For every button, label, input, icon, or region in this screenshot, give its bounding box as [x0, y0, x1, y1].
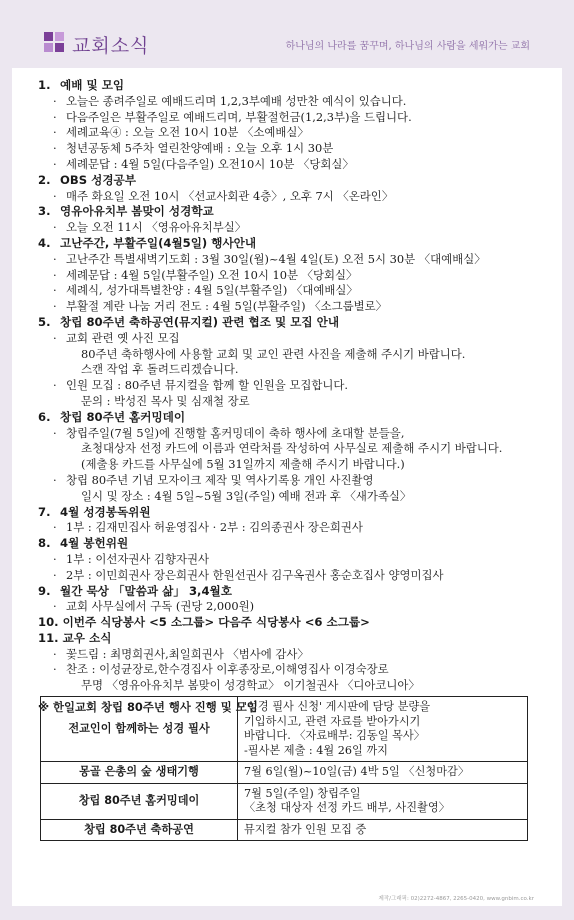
- event-name: 몽골 은총의 숲 생태기행: [41, 762, 238, 784]
- list-item: [38, 299, 548, 315]
- section-heading: [38, 505, 548, 521]
- section-heading: [38, 236, 548, 252]
- list-item: [38, 568, 548, 584]
- event-detail-line: 뮤지컬 참가 인원 모집 중: [244, 822, 367, 836]
- printer-credit: 제작/그래픽: 02)2272-4867, 2265-0420, www.gnbim.co.kr: [378, 896, 534, 902]
- section-number: 6.: [38, 409, 51, 424]
- logo-square: [44, 32, 53, 41]
- section-title: 4월 봉헌위원: [60, 536, 129, 551]
- event-detail-line: 기입하시고, 관련 자료를 받아가시기: [244, 714, 421, 728]
- bullet-icon: ·: [53, 283, 57, 298]
- bullet-icon: ·: [53, 662, 57, 677]
- list-item-text: 매주 화요일 오전 10시 〈선교사회관 4층〉, 오후 7시 〈온라인〉: [66, 188, 394, 203]
- logo-square: [55, 32, 64, 41]
- section-number: 4.: [38, 235, 51, 250]
- list-item: [38, 394, 548, 410]
- list-item-text: 교회 관련 옛 사진 모집: [66, 330, 180, 345]
- section-heading: [38, 584, 548, 600]
- page-title: 교회소식: [72, 35, 150, 57]
- section-number: 9.: [38, 583, 51, 598]
- church-logo-icon: [44, 32, 64, 52]
- list-item: [38, 94, 548, 110]
- list-item-text: 꽃드림 : 최명희권사,최일희권사 〈범사에 감사〉: [66, 646, 309, 661]
- event-detail-line: 7월 5일(주일) 창립주일: [244, 786, 361, 800]
- section-title: 월간 묵상 「말씀과 삶」 3,4월호: [60, 583, 232, 598]
- bulletin-page: [12, 68, 562, 906]
- list-item-text: 일시 및 장소 : 4월 5일~5월 3일(주일) 예배 전과 후 〈새가족실〉: [81, 488, 412, 503]
- section-title: 4월 성경봉독위원: [60, 504, 151, 519]
- list-item: [38, 599, 548, 615]
- section-heading: [38, 615, 548, 631]
- event-detail-line: 7월 6일(월)~10일(금) 4박 5일 〈신청마감〉: [244, 765, 470, 778]
- section-number: 7.: [38, 504, 51, 519]
- list-item: [38, 552, 548, 568]
- section-title: 고난주간, 부활주일(4월5일) 행사안내: [60, 235, 257, 250]
- list-item: [38, 662, 548, 678]
- section-title: 창립 80주년 축하공연(뮤지컬) 관련 협조 및 모집 안내: [60, 314, 340, 329]
- list-item-text: 세례문답 : 4월 5일(다음주일) 오전10시 10분 〈당회실〉: [66, 156, 354, 171]
- list-item-text: 세례식, 성가대특별찬양 : 4월 5일(부활주일) 〈대예배실〉: [66, 283, 358, 298]
- list-item: [38, 647, 548, 663]
- section-number: 10.: [38, 615, 59, 630]
- list-item-text: 찬조 : 이성균장로,한수경집사 이후종장로,이해영집사 이경숙장로: [66, 662, 389, 677]
- list-item: [38, 473, 548, 489]
- bullet-icon: ·: [53, 267, 57, 282]
- bullet-icon: ·: [53, 599, 57, 614]
- event-name: 창립 80주년 축하공연: [41, 819, 238, 841]
- bullet-icon: ·: [53, 472, 57, 487]
- event-detail: [238, 783, 528, 819]
- section-heading: [38, 173, 548, 189]
- list-item-text: 스캔 작업 후 돌려드리겠습니다.: [81, 362, 239, 377]
- event-detail: [238, 819, 528, 841]
- bullet-icon: ·: [53, 220, 57, 235]
- section-title: OBS 성경공부: [60, 172, 136, 187]
- list-item: [38, 110, 548, 126]
- table-row: [41, 819, 528, 841]
- list-item: [38, 331, 548, 347]
- list-item-text: 오늘 오전 11시 〈영유아유치부실〉: [66, 220, 247, 235]
- list-item: [38, 441, 548, 457]
- list-item: [38, 426, 548, 442]
- list-item-text: 고난주간 특별새벽기도회 : 3월 30일(월)~4월 4일(토) 오전 5시 30분 〈대예배실〉: [66, 251, 486, 266]
- section-number: 11.: [38, 630, 59, 645]
- section-title: 교우 소식: [62, 630, 112, 645]
- section-heading: [38, 315, 548, 331]
- list-item: [38, 220, 548, 236]
- list-item-text: 부활절 계란 나눔 거리 전도 : 4월 5일(부활주일) 〈소그룹별로〉: [66, 299, 388, 314]
- section-number: 8.: [38, 536, 51, 551]
- section-number: 5.: [38, 314, 51, 329]
- section-heading: [38, 204, 548, 220]
- event-detail-line: '성경 필사 신청' 게시판에 담당 분량을: [244, 700, 431, 713]
- bullet-icon: ·: [53, 646, 57, 661]
- list-item: [38, 157, 548, 173]
- list-item: [38, 125, 548, 141]
- list-item-text: 청년공동체 5주차 열린찬양예배 : 오늘 오후 1시 30분: [66, 141, 334, 156]
- section-number: 1.: [38, 78, 51, 92]
- section-title: 예배 및 모임: [60, 78, 125, 92]
- list-item-text: 세례문답 : 4월 5일(부활주일) 오전 10시 10분 〈당회실〉: [66, 267, 358, 282]
- section-title: 영유아유치부 봄맞이 성경학교: [60, 204, 214, 219]
- list-item: [38, 362, 548, 378]
- list-item: [38, 283, 548, 299]
- list-item: [38, 252, 548, 268]
- list-item-text: 다음주일은 부활주일로 예배드리며, 부활절헌금(1,2,3부)을 드립니다.: [66, 109, 412, 124]
- bullet-icon: ·: [53, 567, 57, 582]
- list-item: [38, 347, 548, 363]
- list-item-text: 1부 : 김재민집사 허윤영집사 · 2부 : 김의종권사 장은희권사: [66, 520, 363, 535]
- list-item: [38, 457, 548, 473]
- section-title: 창립 80주년 홈커밍데이: [60, 409, 186, 424]
- section-number: 3.: [38, 204, 51, 219]
- schedule-table: [40, 696, 528, 841]
- bullet-icon: ·: [53, 109, 57, 124]
- bullet-icon: ·: [53, 188, 57, 203]
- list-item: [38, 678, 548, 694]
- event-detail: [238, 762, 528, 784]
- announcements-list: [38, 78, 548, 724]
- section-heading: [38, 536, 548, 552]
- bullet-icon: ·: [53, 125, 57, 140]
- section-number: 2.: [38, 172, 51, 187]
- bullet-icon: ·: [53, 520, 57, 535]
- section-heading: [38, 78, 548, 94]
- bulletin-header: [0, 0, 574, 68]
- event-detail: [238, 697, 528, 762]
- list-item-text: 2부 : 이민희권사 장은희권사 한원선권사 김구옥권사 홍순호집사 양영미집사: [66, 567, 444, 582]
- event-name: 창립 80주년 홈커밍데이: [41, 783, 238, 819]
- list-item: [38, 141, 548, 157]
- list-item-text: 80주년 축하행사에 사용할 교회 및 교인 관련 사진을 제출해 주시기 바랍니다.: [81, 346, 466, 361]
- list-item-text: 오늘은 종려주일로 예배드리며 1,2,3부예배 성만찬 예식이 있습니다.: [66, 93, 407, 108]
- logo-square: [44, 43, 53, 52]
- list-item-text: 1부 : 이선자권사 김향자권사: [66, 551, 209, 566]
- church-tagline: 하나님의 나라를 꿈꾸며, 하나님의 사람을 세워가는 교회: [285, 41, 530, 52]
- table-row: [41, 783, 528, 819]
- list-item-text: 창립주일(7월 5일)에 진행할 홈커밍데이 축하 행사에 초대할 분들을,: [66, 425, 405, 440]
- event-detail-line: -필사본 제출 : 4월 26일 까지: [244, 743, 388, 757]
- list-item-text: 무명 〈영유아유치부 봄맞이 성경학교〉 이기철권사 〈디아코니아〉: [81, 678, 420, 693]
- bullet-icon: ·: [53, 156, 57, 171]
- list-item: [38, 378, 548, 394]
- event-detail-line: 바랍니다. 〈자료배부: 김동일 목사〉: [244, 729, 425, 742]
- list-item-text: (제출용 카드를 사무실에 5월 31일까지 제출해 주시기 바랍니다.): [81, 457, 405, 472]
- bullet-icon: ·: [53, 551, 57, 566]
- list-item-text: 창립 80주년 기념 모자이크 제작 및 역사기록용 개인 사진촬영: [66, 472, 374, 487]
- bullet-icon: ·: [53, 299, 57, 314]
- list-item: [38, 520, 548, 536]
- bullet-icon: ·: [53, 93, 57, 108]
- bullet-icon: ·: [53, 425, 57, 440]
- bullet-icon: ·: [53, 378, 57, 393]
- section-heading: [38, 410, 548, 426]
- bullet-icon: ·: [53, 141, 57, 156]
- logo-square: [55, 43, 64, 52]
- table-row: [41, 697, 528, 762]
- section-heading: [38, 631, 548, 647]
- list-item-text: 인원 모집 : 80주년 뮤지컬을 함께 할 인원을 모집합니다.: [66, 378, 348, 393]
- schedule-note-title: ※ 한일교회 창립 80주년 행사 진행 및 모임: [38, 700, 258, 715]
- event-name: 전교인이 함께하는 성경 필사: [41, 697, 238, 762]
- bullet-icon: ·: [53, 251, 57, 266]
- list-item: [38, 268, 548, 284]
- list-item: [38, 189, 548, 205]
- list-item-text: 교회 사무실에서 구독 (권당 2,000원): [66, 599, 255, 614]
- list-item: [38, 489, 548, 505]
- bullet-icon: ·: [53, 330, 57, 345]
- list-item-text: 세례교육④ : 오늘 오전 10시 10분 〈소예배실〉: [66, 125, 309, 140]
- list-item-text: 초청대상자 선정 카드에 이름과 연락처를 작성하여 사무실로 제출해 주시기 바랍니다.: [81, 441, 503, 456]
- table-row: [41, 762, 528, 784]
- list-item-text: 문의 : 박성진 목사 및 심재철 장로: [81, 393, 250, 408]
- event-detail-line: 〈초청 대상자 선정 카드 배부, 사진촬영〉: [244, 801, 450, 814]
- section-title: 이번주 식당봉사 <5 소그룹> 다음주 식당봉사 <6 소그룹>: [62, 615, 370, 630]
